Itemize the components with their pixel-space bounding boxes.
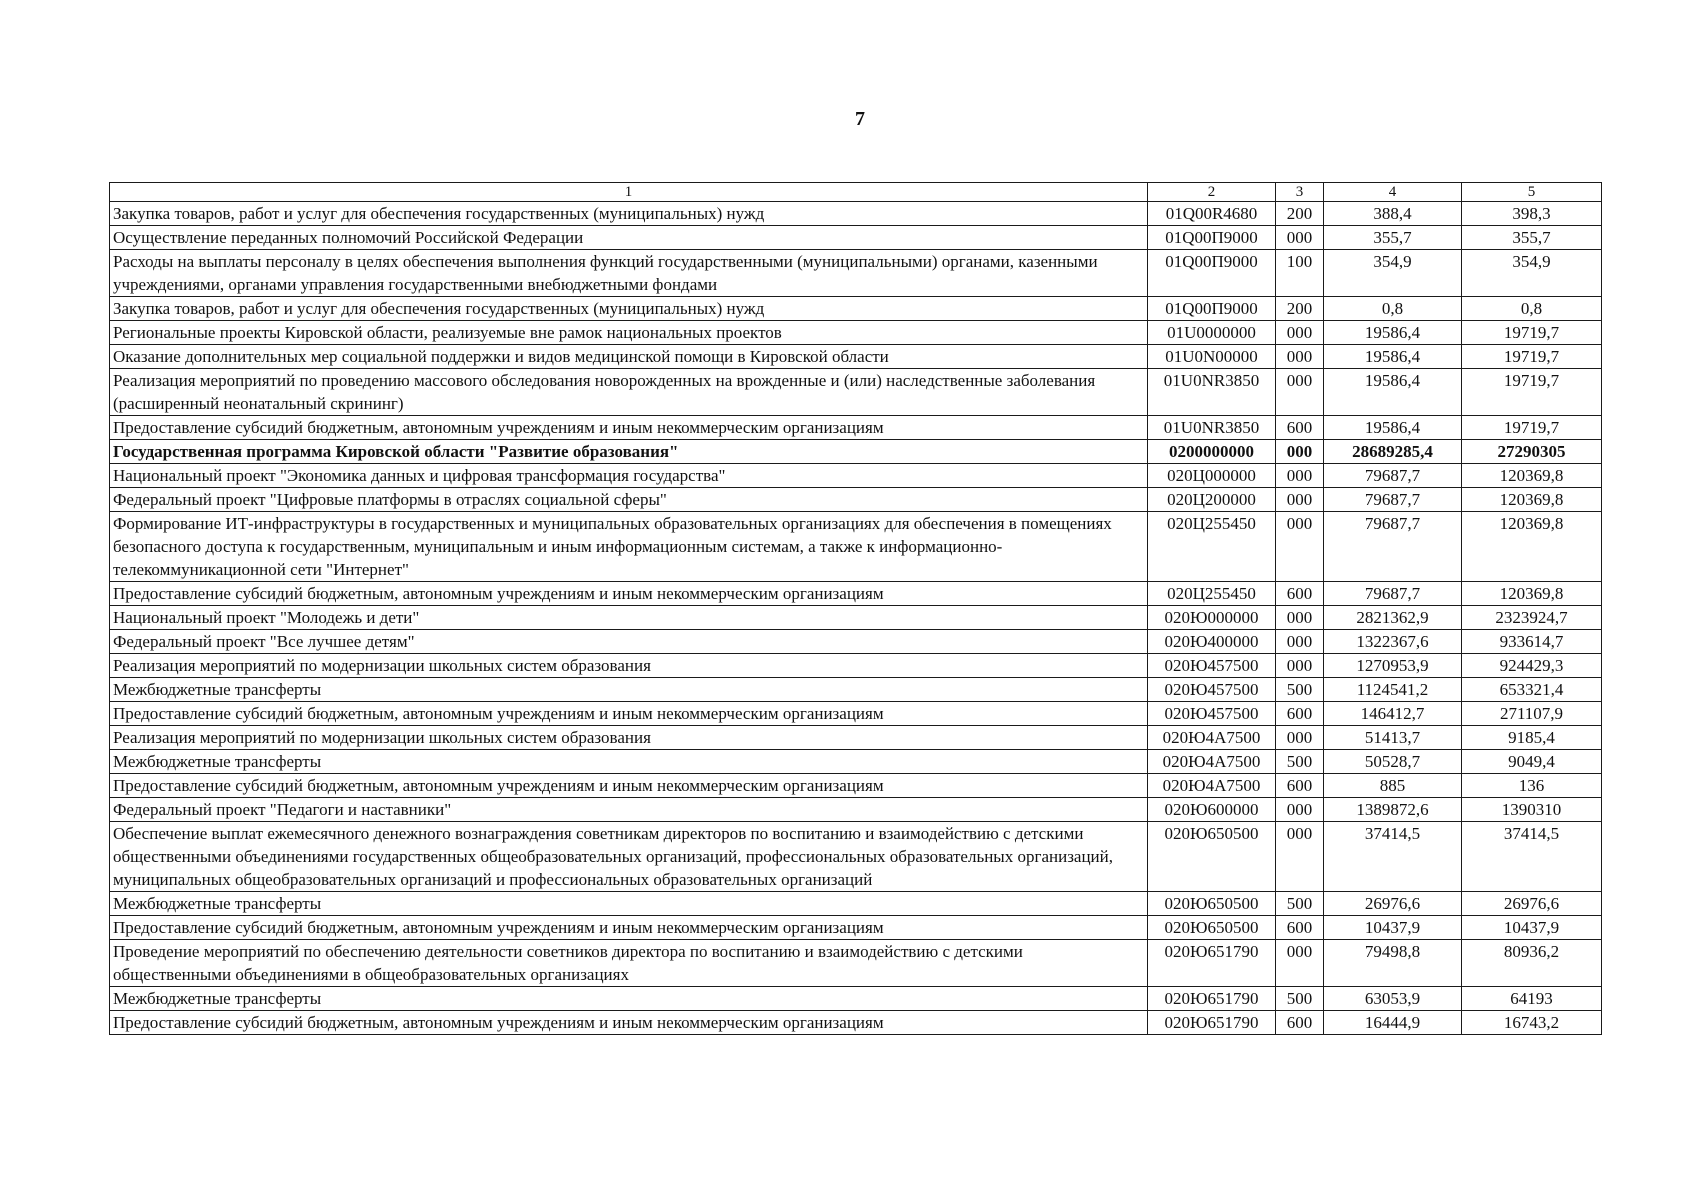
budget-table xyxy=(109,182,1602,1035)
row-name-cell: Предоставление субсидий бюджетным, автономным учреждениям и иным некоммерческим организациям xyxy=(110,916,1148,940)
row-expense-type-cell: 000 xyxy=(1276,440,1324,464)
row-amount-col4-cell: 146412,7 xyxy=(1324,702,1462,726)
row-amount-col5-cell: 271107,9 xyxy=(1462,702,1602,726)
table-row xyxy=(110,440,1602,464)
row-name-cell: Оказание дополнительных мер социальной поддержки и видов медицинской помощи в Кировской области xyxy=(110,345,1148,369)
row-amount-col5-cell: 120369,8 xyxy=(1462,488,1602,512)
row-expense-type-cell: 100 xyxy=(1276,250,1324,297)
row-amount-col4-cell: 51413,7 xyxy=(1324,726,1462,750)
row-amount-col5-cell: 354,9 xyxy=(1462,250,1602,297)
row-name-cell: Межбюджетные трансферты xyxy=(110,750,1148,774)
row-amount-col5-cell: 9049,4 xyxy=(1462,750,1602,774)
row-expense-type-cell: 000 xyxy=(1276,321,1324,345)
table-row xyxy=(110,798,1602,822)
row-name-cell: Предоставление субсидий бюджетным, автономным учреждениям и иным некоммерческим организациям xyxy=(110,1011,1148,1035)
table-row xyxy=(110,630,1602,654)
table-row xyxy=(110,369,1602,416)
column-header-2: 2 xyxy=(1148,183,1276,202)
table-row xyxy=(110,297,1602,321)
row-code-cell: 01Q00R4680 xyxy=(1148,202,1276,226)
row-code-cell: 020Ю651790 xyxy=(1148,940,1276,987)
column-header-4: 4 xyxy=(1324,183,1462,202)
table-row xyxy=(110,250,1602,297)
row-expense-type-cell: 500 xyxy=(1276,987,1324,1011)
row-code-cell: 020Ю457500 xyxy=(1148,702,1276,726)
row-expense-type-cell: 000 xyxy=(1276,798,1324,822)
row-name-cell: Проведение мероприятий по обеспечению деятельности советников директора по воспитанию и взаимодействию с детскими общественными объединениями в общеобразовательных организациях xyxy=(110,940,1148,987)
table-row xyxy=(110,202,1602,226)
row-expense-type-cell: 600 xyxy=(1276,916,1324,940)
row-name-cell: Региональные проекты Кировской области, реализуемые вне рамок национальных проектов xyxy=(110,321,1148,345)
table-row xyxy=(110,822,1602,892)
row-expense-type-cell: 200 xyxy=(1276,297,1324,321)
row-name-cell: Федеральный проект "Педагоги и наставники" xyxy=(110,798,1148,822)
row-amount-col4-cell: 19586,4 xyxy=(1324,369,1462,416)
row-amount-col5-cell: 0,8 xyxy=(1462,297,1602,321)
row-amount-col4-cell: 63053,9 xyxy=(1324,987,1462,1011)
row-expense-type-cell: 000 xyxy=(1276,345,1324,369)
table-row xyxy=(110,464,1602,488)
table-row xyxy=(110,416,1602,440)
row-amount-col5-cell: 398,3 xyxy=(1462,202,1602,226)
row-expense-type-cell: 000 xyxy=(1276,606,1324,630)
row-amount-col5-cell: 120369,8 xyxy=(1462,464,1602,488)
row-amount-col5-cell: 120369,8 xyxy=(1462,512,1602,582)
row-amount-col4-cell: 79687,7 xyxy=(1324,464,1462,488)
row-code-cell: 020Ц000000 xyxy=(1148,464,1276,488)
row-amount-col4-cell: 1270953,9 xyxy=(1324,654,1462,678)
table-row xyxy=(110,488,1602,512)
row-code-cell: 01Q00П9000 xyxy=(1148,297,1276,321)
table-row xyxy=(110,226,1602,250)
row-code-cell: 020Ю600000 xyxy=(1148,798,1276,822)
table-row xyxy=(110,582,1602,606)
row-amount-col4-cell: 79498,8 xyxy=(1324,940,1462,987)
row-amount-col4-cell: 355,7 xyxy=(1324,226,1462,250)
row-name-cell: Реализация мероприятий по модернизации школьных систем образования xyxy=(110,654,1148,678)
table-row xyxy=(110,726,1602,750)
row-amount-col4-cell: 19586,4 xyxy=(1324,416,1462,440)
row-amount-col4-cell: 16444,9 xyxy=(1324,1011,1462,1035)
row-amount-col4-cell: 354,9 xyxy=(1324,250,1462,297)
row-amount-col4-cell: 26976,6 xyxy=(1324,892,1462,916)
row-code-cell: 020Ю457500 xyxy=(1148,654,1276,678)
row-expense-type-cell: 000 xyxy=(1276,822,1324,892)
row-amount-col4-cell: 50528,7 xyxy=(1324,750,1462,774)
table-row xyxy=(110,512,1602,582)
table-row xyxy=(110,345,1602,369)
row-amount-col4-cell: 10437,9 xyxy=(1324,916,1462,940)
row-amount-col4-cell: 79687,7 xyxy=(1324,488,1462,512)
row-amount-col5-cell: 19719,7 xyxy=(1462,369,1602,416)
row-amount-col5-cell: 933614,7 xyxy=(1462,630,1602,654)
row-expense-type-cell: 600 xyxy=(1276,702,1324,726)
row-expense-type-cell: 600 xyxy=(1276,582,1324,606)
table-row xyxy=(110,654,1602,678)
row-code-cell: 020Ю000000 xyxy=(1148,606,1276,630)
table-row xyxy=(110,1011,1602,1035)
row-amount-col4-cell: 79687,7 xyxy=(1324,512,1462,582)
row-code-cell: 01U0NR3850 xyxy=(1148,369,1276,416)
row-amount-col5-cell: 120369,8 xyxy=(1462,582,1602,606)
table-row xyxy=(110,321,1602,345)
row-amount-col4-cell: 1322367,6 xyxy=(1324,630,1462,654)
row-amount-col5-cell: 64193 xyxy=(1462,987,1602,1011)
row-amount-col5-cell: 80936,2 xyxy=(1462,940,1602,987)
row-expense-type-cell: 500 xyxy=(1276,678,1324,702)
row-name-cell: Предоставление субсидий бюджетным, автономным учреждениям и иным некоммерческим организациям xyxy=(110,416,1148,440)
row-amount-col5-cell: 355,7 xyxy=(1462,226,1602,250)
row-expense-type-cell: 000 xyxy=(1276,630,1324,654)
row-expense-type-cell: 500 xyxy=(1276,892,1324,916)
table-row xyxy=(110,940,1602,987)
row-amount-col5-cell: 10437,9 xyxy=(1462,916,1602,940)
row-name-cell: Закупка товаров, работ и услуг для обеспечения государственных (муниципальных) нужд xyxy=(110,202,1148,226)
row-expense-type-cell: 600 xyxy=(1276,1011,1324,1035)
row-amount-col5-cell: 136 xyxy=(1462,774,1602,798)
row-name-cell: Государственная программа Кировской области "Развитие образования" xyxy=(110,440,1148,464)
row-code-cell: 020Ю650500 xyxy=(1148,892,1276,916)
column-header-3: 3 xyxy=(1276,183,1324,202)
table-row xyxy=(110,916,1602,940)
table-row xyxy=(110,892,1602,916)
row-code-cell: 020Ю651790 xyxy=(1148,987,1276,1011)
row-amount-col4-cell: 19586,4 xyxy=(1324,345,1462,369)
row-amount-col5-cell: 1390310 xyxy=(1462,798,1602,822)
row-name-cell: Межбюджетные трансферты xyxy=(110,678,1148,702)
row-expense-type-cell: 500 xyxy=(1276,750,1324,774)
row-expense-type-cell: 000 xyxy=(1276,226,1324,250)
row-name-cell: Закупка товаров, работ и услуг для обеспечения государственных (муниципальных) нужд xyxy=(110,297,1148,321)
row-code-cell: 01Q00П9000 xyxy=(1148,250,1276,297)
row-code-cell: 020Ю400000 xyxy=(1148,630,1276,654)
row-name-cell: Осуществление переданных полномочий Российской Федерации xyxy=(110,226,1148,250)
row-code-cell: 01U0000000 xyxy=(1148,321,1276,345)
row-code-cell: 020Ю4А7500 xyxy=(1148,774,1276,798)
row-amount-col5-cell: 19719,7 xyxy=(1462,345,1602,369)
row-amount-col4-cell: 1124541,2 xyxy=(1324,678,1462,702)
table-row xyxy=(110,987,1602,1011)
page-number: 7 xyxy=(855,108,865,130)
column-number-row xyxy=(110,183,1602,202)
row-amount-col5-cell: 2323924,7 xyxy=(1462,606,1602,630)
row-code-cell: 020Ю651790 xyxy=(1148,1011,1276,1035)
row-name-cell: Реализация мероприятий по модернизации школьных систем образования xyxy=(110,726,1148,750)
row-expense-type-cell: 600 xyxy=(1276,416,1324,440)
row-expense-type-cell: 600 xyxy=(1276,774,1324,798)
row-expense-type-cell: 200 xyxy=(1276,202,1324,226)
table-row xyxy=(110,606,1602,630)
table-row xyxy=(110,678,1602,702)
row-amount-col5-cell: 19719,7 xyxy=(1462,416,1602,440)
row-amount-col4-cell: 0,8 xyxy=(1324,297,1462,321)
row-amount-col5-cell: 9185,4 xyxy=(1462,726,1602,750)
row-amount-col4-cell: 1389872,6 xyxy=(1324,798,1462,822)
row-amount-col4-cell: 19586,4 xyxy=(1324,321,1462,345)
row-amount-col4-cell: 37414,5 xyxy=(1324,822,1462,892)
row-code-cell: 020Ц200000 xyxy=(1148,488,1276,512)
row-name-cell: Реализация мероприятий по проведению массового обследования новорожденных на врожденные и (или) наследственные заболевания (расширенный неонатальный скрининг) xyxy=(110,369,1148,416)
row-name-cell: Федеральный проект "Цифровые платформы в отраслях социальной сферы" xyxy=(110,488,1148,512)
row-code-cell: 020Ю4А7500 xyxy=(1148,726,1276,750)
row-name-cell: Предоставление субсидий бюджетным, автономным учреждениям и иным некоммерческим организациям xyxy=(110,702,1148,726)
row-amount-col5-cell: 653321,4 xyxy=(1462,678,1602,702)
row-name-cell: Межбюджетные трансферты xyxy=(110,987,1148,1011)
row-amount-col5-cell: 19719,7 xyxy=(1462,321,1602,345)
row-expense-type-cell: 000 xyxy=(1276,512,1324,582)
row-expense-type-cell: 000 xyxy=(1276,940,1324,987)
row-name-cell: Предоставление субсидий бюджетным, автономным учреждениям и иным некоммерческим организациям xyxy=(110,774,1148,798)
row-name-cell: Межбюджетные трансферты xyxy=(110,892,1148,916)
row-code-cell: 01U0NR3850 xyxy=(1148,416,1276,440)
row-code-cell: 020Ю4А7500 xyxy=(1148,750,1276,774)
column-header-5: 5 xyxy=(1462,183,1602,202)
row-code-cell: 020Ц255450 xyxy=(1148,512,1276,582)
row-name-cell: Предоставление субсидий бюджетным, автономным учреждениям и иным некоммерческим организациям xyxy=(110,582,1148,606)
row-name-cell: Расходы на выплаты персоналу в целях обеспечения выполнения функций государственными (муниципальными) органами, казенными учреждениями, органами управления государственными внебюджетными фондами xyxy=(110,250,1148,297)
row-expense-type-cell: 000 xyxy=(1276,464,1324,488)
row-expense-type-cell: 000 xyxy=(1276,488,1324,512)
row-amount-col4-cell: 28689285,4 xyxy=(1324,440,1462,464)
table-row xyxy=(110,702,1602,726)
row-code-cell: 020Ю650500 xyxy=(1148,916,1276,940)
row-code-cell: 01Q00П9000 xyxy=(1148,226,1276,250)
row-code-cell: 0200000000 xyxy=(1148,440,1276,464)
column-header-1: 1 xyxy=(110,183,1148,202)
row-amount-col5-cell: 37414,5 xyxy=(1462,822,1602,892)
row-name-cell: Национальный проект "Экономика данных и цифровая трансформация государства" xyxy=(110,464,1148,488)
row-amount-col4-cell: 885 xyxy=(1324,774,1462,798)
row-amount-col4-cell: 79687,7 xyxy=(1324,582,1462,606)
row-expense-type-cell: 000 xyxy=(1276,726,1324,750)
row-amount-col5-cell: 27290305 xyxy=(1462,440,1602,464)
row-code-cell: 01U0N00000 xyxy=(1148,345,1276,369)
row-expense-type-cell: 000 xyxy=(1276,654,1324,678)
row-code-cell: 020Ю650500 xyxy=(1148,822,1276,892)
row-code-cell: 020Ю457500 xyxy=(1148,678,1276,702)
row-code-cell: 020Ц255450 xyxy=(1148,582,1276,606)
row-amount-col5-cell: 924429,3 xyxy=(1462,654,1602,678)
table-row xyxy=(110,750,1602,774)
row-amount-col5-cell: 16743,2 xyxy=(1462,1011,1602,1035)
row-name-cell: Федеральный проект "Все лучшее детям" xyxy=(110,630,1148,654)
row-expense-type-cell: 000 xyxy=(1276,369,1324,416)
row-name-cell: Обеспечение выплат ежемесячного денежного вознаграждения советникам директоров по воспитанию и взаимодействию с детскими общественными объединениями государственных общеобразовательных организаций, профессиональных образовательных организаций, муниципальных общеобразовательных организаций и профессиональных образовательных организаций xyxy=(110,822,1148,892)
row-name-cell: Национальный проект "Молодежь и дети" xyxy=(110,606,1148,630)
budget-table-body xyxy=(110,183,1602,1035)
row-name-cell: Формирование ИТ-инфраструктуры в государственных и муниципальных образовательных организациях для обеспечения в помещениях безопасного доступа к государственным, муниципальным и иным информационным системам, а также к информационно-телекоммуникационной сети "Интернет" xyxy=(110,512,1148,582)
table-row xyxy=(110,774,1602,798)
row-amount-col4-cell: 388,4 xyxy=(1324,202,1462,226)
row-amount-col5-cell: 26976,6 xyxy=(1462,892,1602,916)
row-amount-col4-cell: 2821362,9 xyxy=(1324,606,1462,630)
